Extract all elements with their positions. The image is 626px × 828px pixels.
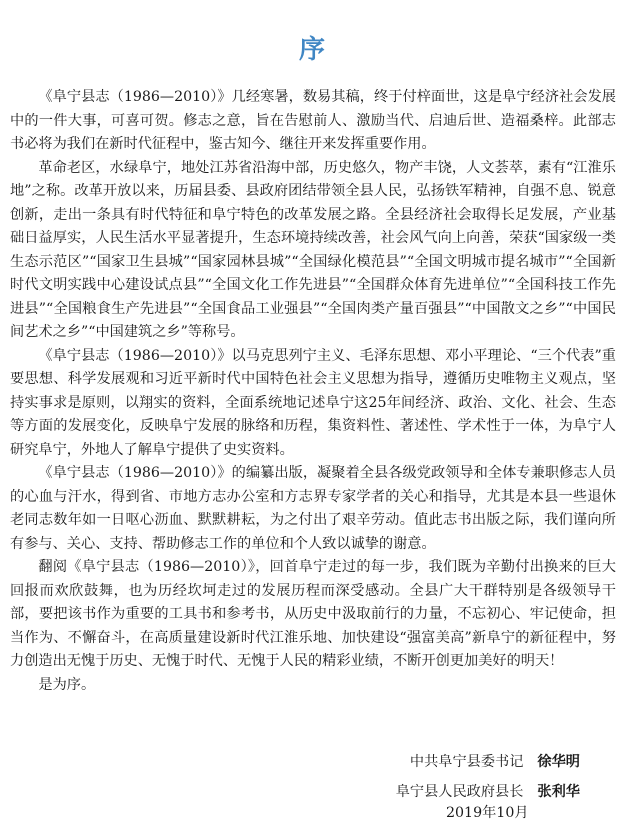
- signature-party-secretary: [340, 752, 580, 772]
- paragraph-4: 《阜宁县志（1986—2010）》的编纂出版，凝聚着全县各级党政领导和全体专兼职修志人员的心血与汗水，得到省、市地方志办公室和方志界专家学者的关心和指导，尤其是本县一些退休老同志数年如一日呕心沥血、默默耕耘，为之付出了艰辛劳动。值此志书出版之际，我们谨向所有参与、关心、支持、帮助修志工作的单位和个人致以诚挚的谢意。: [10, 465, 616, 552]
- paragraph-2: 革命老区，水绿阜宁，地处江苏省沿海中部，历史悠久，物产丰饶，人文荟萃，素有“江淮乐地”之称。改革开放以来，历届县委、县政府团结带领全县人民，弘扬铁军精神，自强不息、锐意创新，走出一条具有时代特征和阜宁特色的改革发展之路。全县经济社会取得长足发展，产业基础日益厚实，人民生活水平显著提升，生态环境持续改善，社会风气向上向善，荣获“国家级一类生态示范区”“国家卫生县城”“国家园林县城”“全国绿化模范县”“全国文明城市提名城市”“全国新时代文明实践中心建设试点县”“全国文化工作先进县”“全国群众体育先进单位”“全国科技工作先进县”“全国粮食生产先进县”“全国食品工业强县”“全国肉类产量百强县”“中国散文之乡”“中国民间艺术之乡”“中国建筑之乡”等称号。: [10, 159, 616, 340]
- signature-name: 徐华明: [537, 754, 580, 770]
- paragraph-1: 《阜宁县志（1986—2010）》几经寒暑，数易其稿，终于付梓面世，这是阜宁经济社会发展中的一件大事，可喜可贺。修志之意，旨在告慰前人、激励当代、启迪后世、造福桑梓。此部志书必将为我们在新时代征程中，鉴古知今、继往开来发挥重要作用。: [10, 89, 616, 152]
- signature-name: 张利华: [537, 784, 580, 800]
- date-line: 2019年10月: [446, 805, 529, 821]
- page-title: 序: [298, 35, 327, 66]
- paragraph-3: 《阜宁县志（1986—2010）》以马克思列宁主义、毛泽东思想、邓小平理论、“三个代表”重要思想、科学发展观和习近平新时代中国特色社会主义思想为指导，遵循历史唯物主义观点，坚持实事求是原则，以翔实的资料，全面系统地记述阜宁这25年间经济、政治、文化、社会、生态等方面的发展变化，反映阜宁发展的脉络和历程，集资料性、著述性、学术性于一体，为阜宁人研究阜宁，外地人了解阜宁提供了史实资料。: [10, 347, 616, 458]
- paragraph-5: 翻阅《阜宁县志（1986—2010）》，回首阜宁走过的每一步，我们既为辛勤付出换来的巨大回报而欢欣鼓舞，也为历经坎坷走过的发展历程而深受感动。全县广大干群特别是各级领导干部，要把该书作为重要的工具书和参考书，从历史中汲取前行的力量，不忘初心、牢记使命，担当作为、不懈奋斗，在高质量建设新时代江淮乐地、加快建设“强富美高”新阜宁的新征程中，努力创造出无愧于历史、无愧于时代、无愧于人民的精彩业绩，不断开创更加美好的明天！: [10, 559, 616, 669]
- signature-title: 阜宁县人民政府县长: [395, 784, 524, 800]
- closing-line: 是为序。: [38, 676, 96, 693]
- preface-body: [10, 86, 616, 697]
- signature-title: 中共阜宁县委书记: [409, 754, 524, 770]
- signature-county-magistrate: [340, 782, 580, 802]
